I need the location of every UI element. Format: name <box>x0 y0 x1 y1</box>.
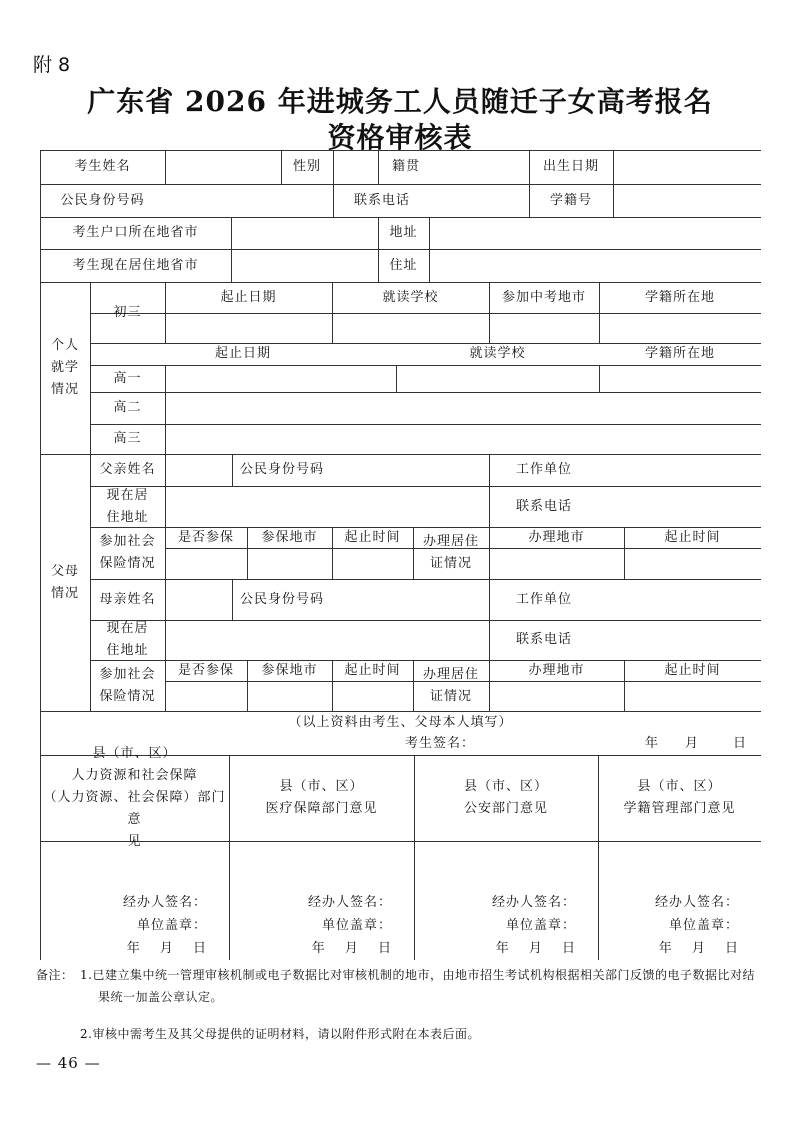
phone-label: 联系电话 <box>353 192 410 208</box>
unit-seal-label: 单位盖章： <box>668 917 739 933</box>
education-section-label: 个人 就学 情况 <box>50 338 79 397</box>
birth-date-label: 出生日期 <box>542 159 599 174</box>
remark-item-1: 1.已建立集中统一管理审核机制或电子数据比对审核机制的地市，由地市招生考试机构根据相关部门反馈的电子数据比对结 <box>80 968 755 982</box>
junior-school-header: 就读学校 <box>382 289 439 305</box>
mother-name-label: 母亲姓名 <box>99 591 156 607</box>
document-subtitle: 资格审核表 <box>327 121 473 154</box>
registry-management-opinion-header: 县（市、区） 学籍管理部门意见 <box>623 779 736 816</box>
remark-item-1-continued: 果统一加盖公章认定。 <box>98 990 224 1004</box>
zhongkao-city-header: 参加中考地市 <box>501 289 586 305</box>
hukou-address-label: 地址 <box>389 225 418 240</box>
senior-year2-label: 高二 <box>113 400 142 415</box>
senior-year1-label: 高一 <box>113 370 142 386</box>
approval-date-label: 年 月 日 <box>495 940 576 956</box>
qualification-form <box>40 150 761 960</box>
approval-date-label: 年 月 日 <box>658 940 739 956</box>
father-id-label: 公民身份号码 <box>239 462 324 477</box>
student-name-label: 考生姓名 <box>74 159 131 174</box>
handler-signature-label: 经办人签名： <box>122 894 207 910</box>
gender-label: 性别 <box>292 159 321 174</box>
unit-seal-label: 单位盖章： <box>505 917 576 933</box>
junior-start-end-date-header: 起止日期 <box>220 289 277 305</box>
mother-id-label: 公民身份号码 <box>239 591 324 607</box>
student-signature-label: 考生签名： <box>404 736 475 751</box>
unit-seal-label: 单位盖章： <box>136 917 207 933</box>
remark-item-2: 2.审核中需考生及其父母提供的证明材料，请以附件形式附在本表后面。 <box>80 1027 480 1041</box>
remarks-label: 备注： <box>36 968 74 982</box>
father-permit-city-header: 办理地市 <box>528 529 585 545</box>
residence-city-label: 考生现在居住地省市 <box>72 257 199 273</box>
approval-signature-block <box>598 890 761 960</box>
father-insured-city-header: 参保地市 <box>261 529 318 545</box>
id-number-label: 公民身份号码 <box>60 192 145 208</box>
residence-address-label: 住址 <box>389 257 418 273</box>
mother-permit-city-header: 办理地市 <box>528 662 585 678</box>
approval-date-label: 年 月 日 <box>311 940 392 956</box>
page-number: — 46 — <box>36 1054 101 1072</box>
handler-signature-label: 经办人签名： <box>654 894 739 910</box>
approval-date-label: 年 月 日 <box>126 940 207 956</box>
declaration-day-label: 日 <box>732 736 747 751</box>
hrss-department-opinion-header: 县（市、区） 人力资源和社会保障 （人力资源、社会保障）部门意 见 <box>43 746 226 849</box>
father-name-label: 父亲姓名 <box>99 462 156 477</box>
mother-work-label: 工作单位 <box>515 591 572 607</box>
father-insured-header: 是否参保 <box>177 529 234 545</box>
senior-school-header: 就读学校 <box>469 346 526 361</box>
handler-signature-label: 经办人签名： <box>307 894 392 910</box>
father-address-label: 现在居 住地址 <box>106 487 149 525</box>
approval-signature-block <box>229 890 414 960</box>
father-phone-label: 联系电话 <box>515 498 572 514</box>
approval-signature-block <box>40 890 229 960</box>
student-no-label: 学籍号 <box>549 192 592 208</box>
father-residence-permit-label: 办理居住 证情况 <box>422 534 479 571</box>
document-title: 广东省 2026 年进城务工人员随迁子女高考报名 <box>87 85 713 118</box>
father-social-insurance-label: 参加社会 保险情况 <box>99 534 156 571</box>
senior-start-end-date-header: 起止日期 <box>214 346 271 361</box>
parents-section-label: 父母 情况 <box>50 563 79 601</box>
mother-social-insurance-label: 参加社会 保险情况 <box>99 666 156 704</box>
mother-phone-label: 联系电话 <box>515 632 572 647</box>
approval-signature-block <box>414 890 598 960</box>
junior-registry-header: 学籍所在地 <box>644 289 715 305</box>
public-security-opinion-header: 县（市、区） 公安部门意见 <box>463 779 548 816</box>
mother-insured-header: 是否参保 <box>177 662 234 678</box>
mother-insured-city-header: 参保地市 <box>261 662 318 678</box>
unit-seal-label: 单位盖章： <box>321 917 392 933</box>
declaration-month-label: 月 <box>684 736 699 751</box>
medical-security-opinion-header: 县（市、区） 医疗保障部门意见 <box>265 779 378 816</box>
hukou-city-label: 考生户口所在地省市 <box>72 225 199 240</box>
handler-signature-label: 经办人签名： <box>491 894 576 910</box>
father-work-label: 工作单位 <box>515 462 572 477</box>
mother-permit-period-header: 起止时间 <box>664 662 721 678</box>
mother-residence-permit-label: 办理居住 证情况 <box>422 666 479 704</box>
mother-insured-period-header: 起止时间 <box>344 662 401 678</box>
senior-registry-header: 学籍所在地 <box>644 346 715 361</box>
declaration-year-label: 年 <box>644 736 659 751</box>
junior-year3-label: 初三 <box>113 304 142 320</box>
native-place-label: 籍贯 <box>391 159 420 174</box>
senior-year3-label: 高三 <box>113 431 142 446</box>
declaration-note: （以上资料由考生、父母本人填写） <box>288 715 513 730</box>
mother-address-label: 现在居 住地址 <box>106 621 149 658</box>
file-number: 附 8 <box>33 54 71 76</box>
father-insured-period-header: 起止时间 <box>344 529 401 545</box>
father-permit-period-header: 起止时间 <box>664 529 721 545</box>
